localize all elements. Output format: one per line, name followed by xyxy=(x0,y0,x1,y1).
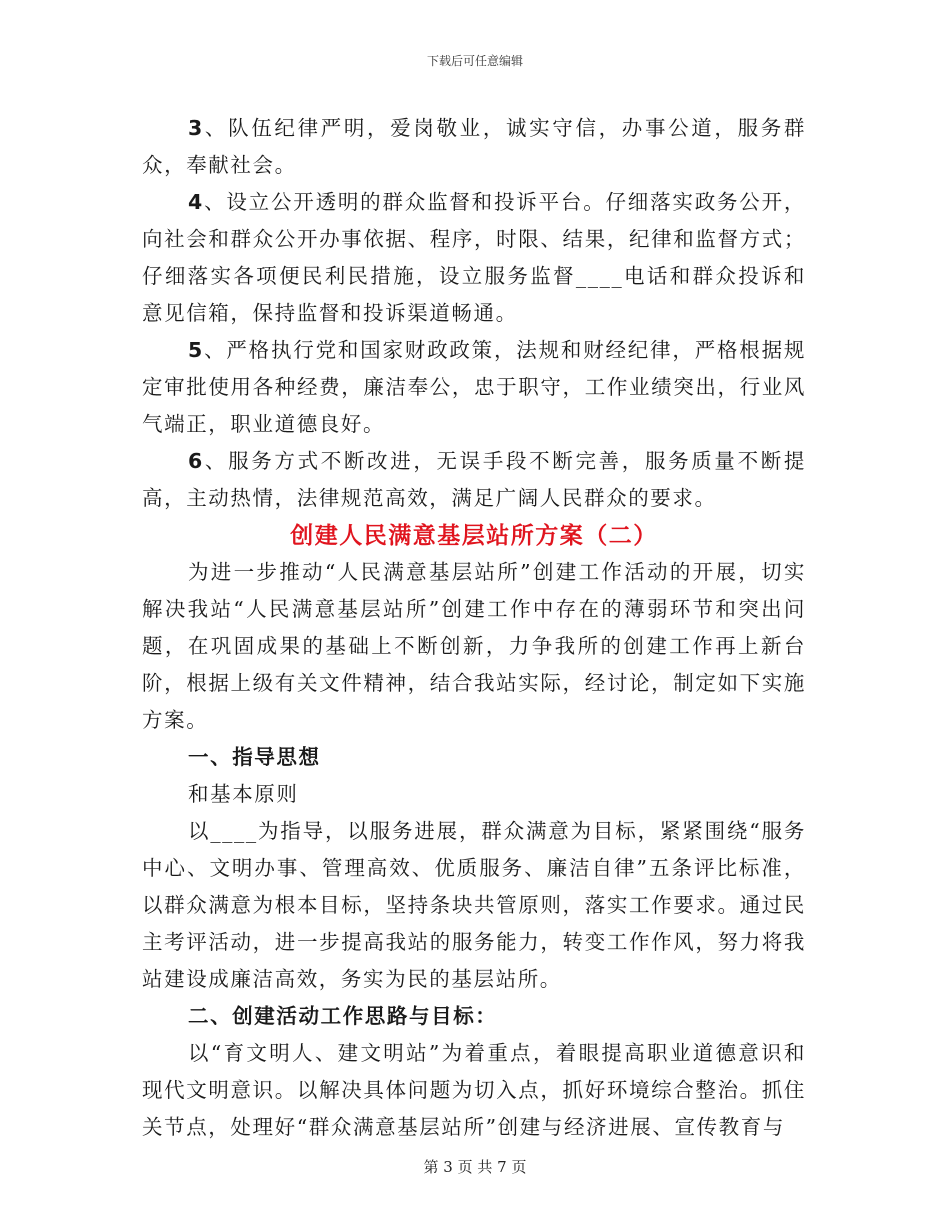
section-1-subheading: 和基本原则 xyxy=(188,782,299,806)
item-text: 、队伍纪律严明，爱岗敬业，诚实守信，办事公道，服务群众，奉献社会。 xyxy=(142,116,806,177)
item-number: 6 xyxy=(188,449,204,473)
item-number: 5 xyxy=(188,338,204,362)
list-item-5 xyxy=(142,332,806,443)
list-item-6 xyxy=(142,443,806,517)
item-text: 、服务方式不断改进，无误手段不断完善，服务质量不断提高，主动热情，法律规范高效，满足广阔人民群众的要求。 xyxy=(142,449,806,510)
section-1-heading: 一、指导思想 xyxy=(188,745,321,769)
section-1-body: 以____为指导，以服务进展，群众满意为目标，紧紧围绕“服务中心、文明办事、管理高效、优质服务、廉洁自律”五条评比标准，以群众满意为根本目标，坚持条块共管原则，落实工作要求。通过民主考评活动，进一步提高我站的服务能力，转变工作作风，努力将我站建设成廉洁高效，务实为民的基层站所。 xyxy=(142,819,806,991)
item-number: 3 xyxy=(188,116,204,140)
item-text: 、设立公开透明的群众监督和投诉平台。仔细落实政务公开，向社会和群众公开办事依据、程序，时限、结果，纪律和监督方式；仔细落实各项便民利民措施，设立服务监督____电话和群众投诉和意见信箱，保持监督和投诉渠道畅通。 xyxy=(142,190,806,325)
section-2-body: 以“育文明人、建文明站”为着重点，着眼提高职业道德意识和现代文明意识。以解决具体问题为切入点，抓好环境综合整治。抓住关节点，处理好“群众满意基层站所”创建与经济进展、宣传教育与 xyxy=(142,1041,806,1139)
page-header: 下载后可任意编辑 xyxy=(426,54,523,68)
intro-paragraph: 为进一步推动“人民满意基层站所”创建工作活动的开展，切实解决我站“人民满意基层站所”创建工作中存在的薄弱环节和突出问题，在巩固成果的基础上不断创新，力争我所的创建工作再上新台阶，根据上级有关文件精神，结合我站实际，经讨论，制定如下实施方案。 xyxy=(142,560,806,732)
list-item-4 xyxy=(142,184,806,332)
item-number: 4 xyxy=(188,190,204,214)
page-footer: 第 3 页 共 7 页 xyxy=(423,1158,527,1176)
section-2-heading: 二、创建活动工作思路与目标： xyxy=(188,1004,498,1028)
item-text: 、严格执行党和国家财政政策，法规和财经纪律，严格根据规定审批使用各种经费，廉洁奉公，忠于职守，工作业绩突出，行业风气端正，职业道德良好。 xyxy=(142,338,806,436)
document-body xyxy=(142,110,806,1146)
list-item-3 xyxy=(142,110,806,184)
section-title: 创建人民满意基层站所方案（二） xyxy=(290,522,658,549)
